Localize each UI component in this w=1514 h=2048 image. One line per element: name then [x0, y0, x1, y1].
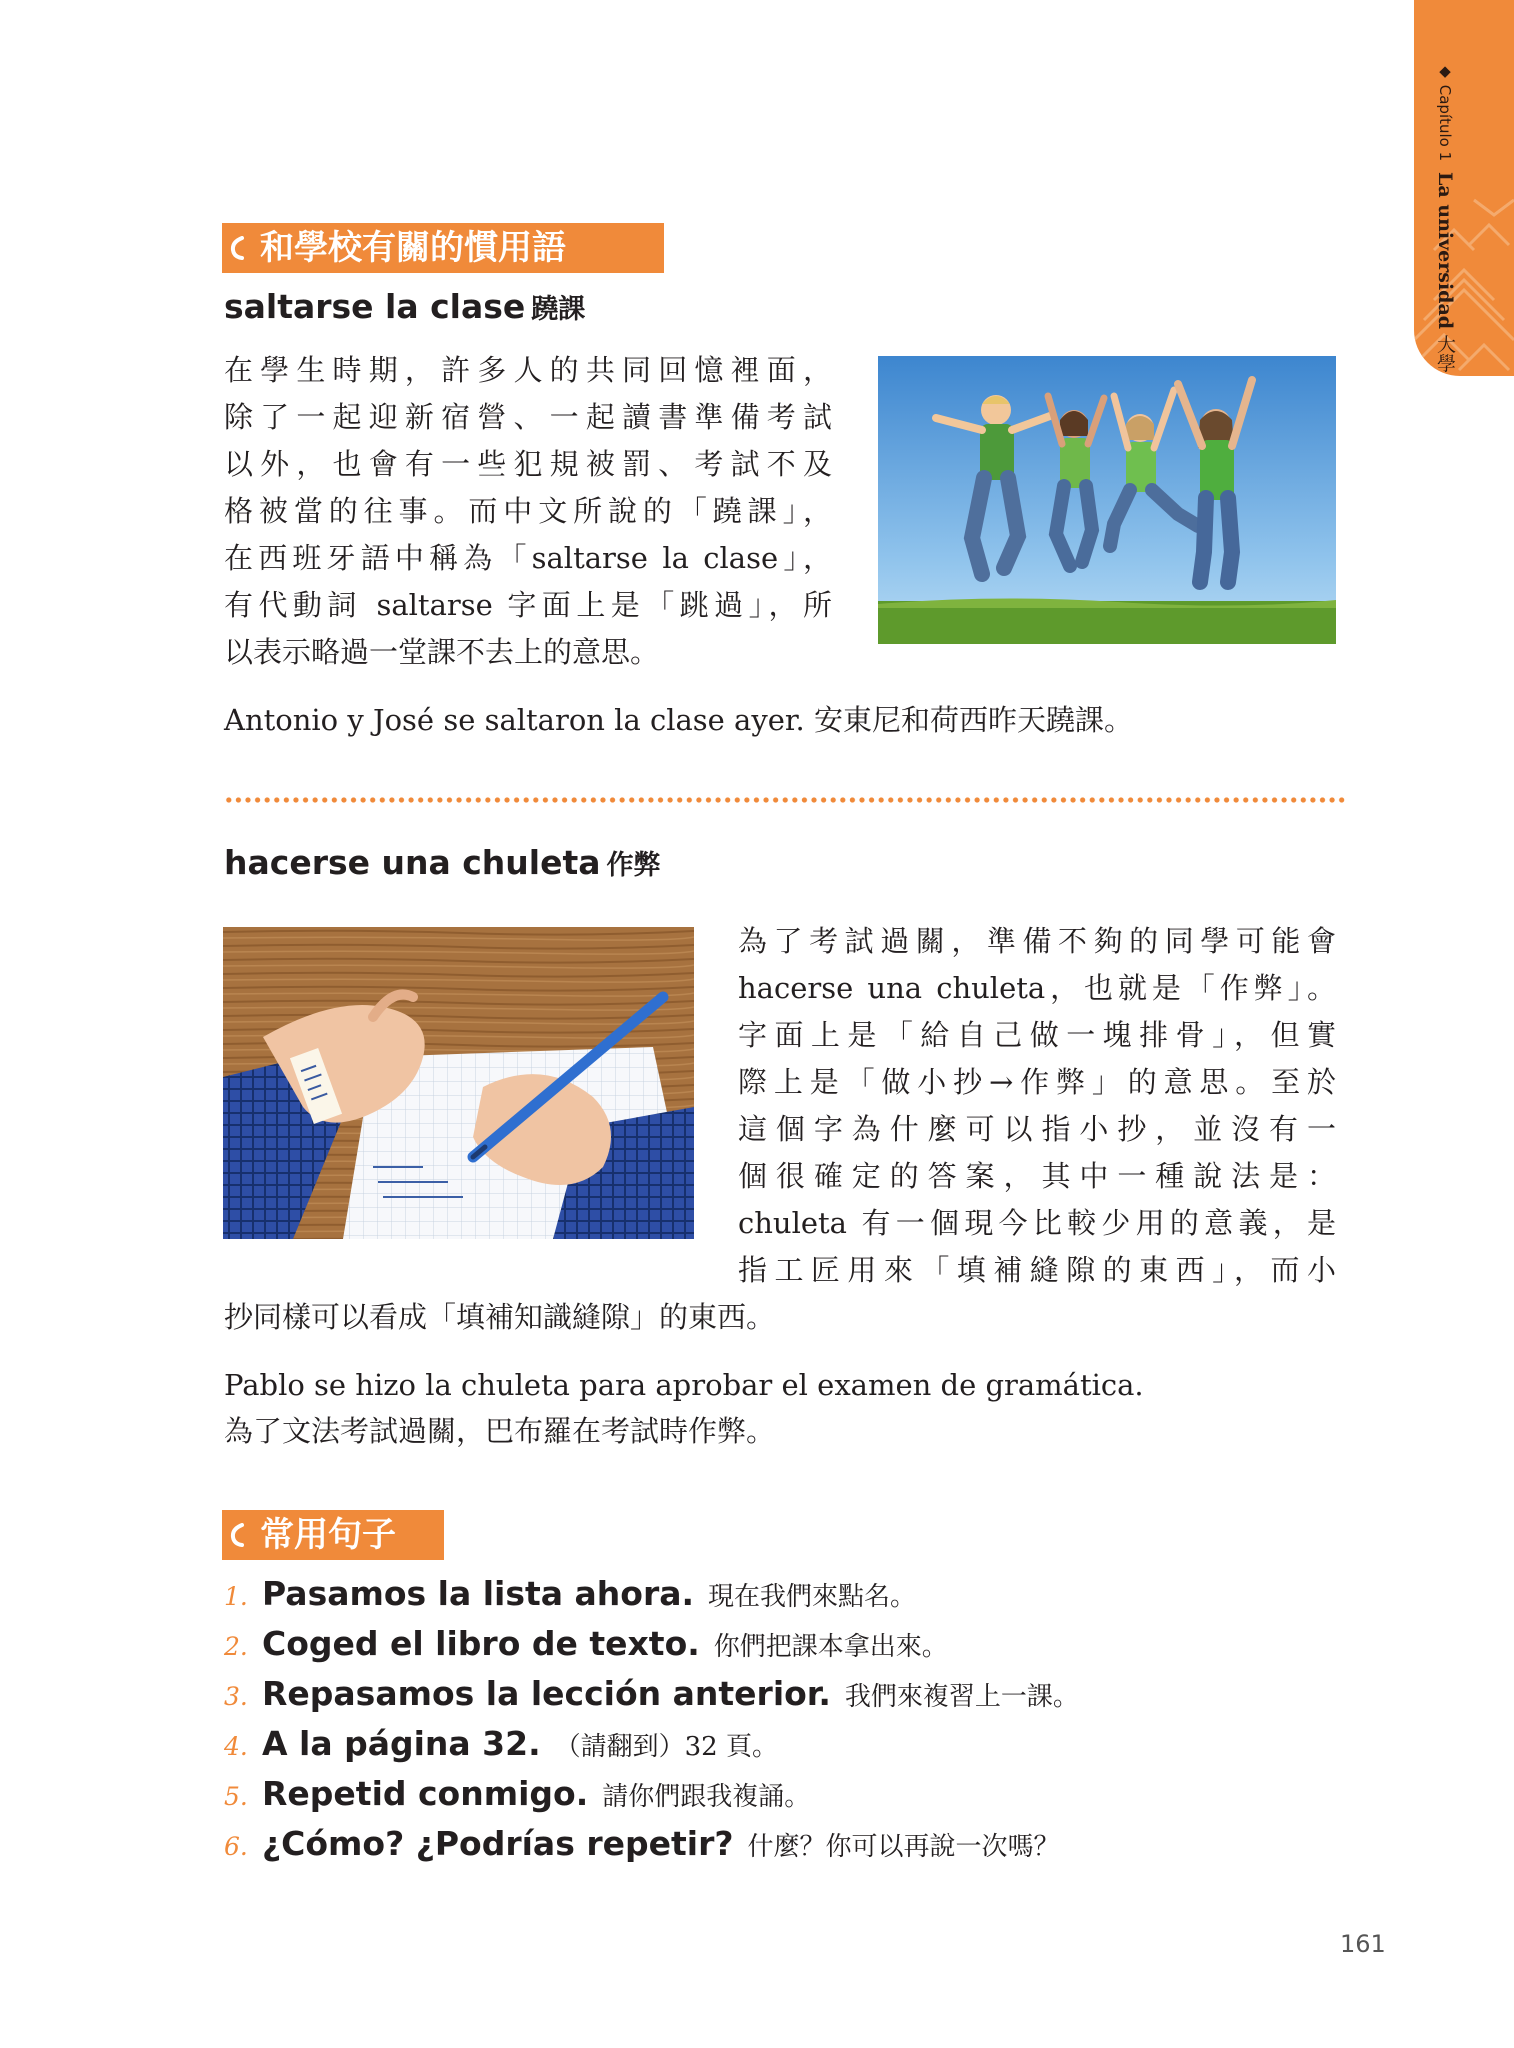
idiom-term-cn: 作弊 [606, 850, 661, 881]
paragraph-line: chuleta 有一個現今比較少用的意義，是 [738, 1206, 1336, 1240]
idiom-2-example-es: Pablo se hizo la chuleta para aprobar el examen de gramática. [224, 1368, 1144, 1402]
paragraph-line: 這個字為什麼可以指小抄，並沒有一 [738, 1112, 1336, 1146]
paragraph-line: 為了考試過關，準備不夠的同學可能會 [738, 924, 1336, 958]
idiom-term-cn: 蹺課 [531, 294, 586, 325]
chapter-title-cn: 大學 [1434, 334, 1456, 373]
phrase-es: Coged el libro de texto. [262, 1624, 700, 1663]
phrase-cn: 我們來複習上一課。 [844, 1682, 1079, 1712]
phrase-item [224, 1824, 1060, 1874]
phrase-number: 5. [224, 1782, 248, 1811]
phrase-es: Repasamos la lección anterior. [262, 1674, 831, 1713]
page-number: 161 [1340, 1930, 1386, 1958]
phrase-item [224, 1574, 916, 1624]
section-header-text: 和學校有關的慣用語 [260, 228, 566, 268]
chapter-label: ◆ Capítulo 1 [1436, 62, 1454, 162]
section-header-idioms [222, 223, 664, 273]
paragraph-line: 字面上是「給自己做一塊排骨」，但實 [738, 1018, 1336, 1052]
section-header-phrases [222, 1510, 444, 1560]
idiom-2-example-cn: 為了文法考試過關，巴布羅在考試時作弊。 [224, 1414, 776, 1448]
idiom-2-paragraph-last-line: 抄同樣可以看成「填補知識縫隙」的東西。 [224, 1300, 776, 1334]
phrase-number: 3. [224, 1682, 248, 1711]
phrase-item [224, 1724, 778, 1774]
chapter-vertical-label [1432, 62, 1459, 372]
header-bullet-icon [228, 236, 250, 260]
photo-cheat-sheet [223, 927, 694, 1239]
phrase-cn: 請你們跟我複誦。 [602, 1782, 811, 1812]
phrase-number: 6. [224, 1832, 248, 1861]
paragraph-line: 際上是「做小抄→作弊」的意思。至於 [738, 1065, 1336, 1099]
section-header-text: 常用句子 [260, 1515, 396, 1555]
phrase-item [224, 1674, 1079, 1724]
idiom-term-es: saltarse la clase [224, 287, 526, 326]
paragraph-line: 以表示略過一堂課不去上的意思。 [224, 635, 660, 669]
chapter-title-es: La universidad [1434, 172, 1456, 330]
phrase-cn: 什麼？你可以再說一次嗎？ [747, 1832, 1060, 1862]
phrase-item [224, 1774, 810, 1824]
phrase-es: A la página 32. [262, 1724, 541, 1763]
idiom-term-es: hacerse una chuleta [224, 843, 601, 882]
photo-kids-jumping [878, 356, 1336, 644]
header-bullet-icon [228, 1523, 250, 1547]
idiom-term-2 [224, 843, 661, 882]
paragraph-line: 指工匠用來「填補縫隙的東西」，而小 [738, 1253, 1336, 1287]
paragraph-line: 在西班牙語中稱為「saltarse la clase」， [224, 541, 832, 575]
paragraph-line: 在學生時期，許多人的共同回憶裡面， [224, 353, 832, 387]
phrase-es: Pasamos la lista ahora. [262, 1574, 695, 1613]
paragraph-line: hacerse una chuleta，也就是「作弊」。 [738, 971, 1336, 1005]
phrase-cn: （請翻到）32 頁。 [554, 1732, 778, 1762]
dotted-divider [224, 796, 1346, 804]
phrase-item [224, 1624, 948, 1674]
phrase-es: ¿Cómo? ¿Podrías repetir? [262, 1824, 734, 1863]
paragraph-line: 格被當的往事。而中文所說的「蹺課」， [224, 494, 832, 528]
paragraph-line: 除了一起迎新宿營、一起讀書準備考試 [224, 400, 832, 434]
idiom-1-paragraph [224, 347, 832, 676]
paragraph-line: 有代動詞 saltarse 字面上是「跳過」，所 [224, 588, 832, 622]
idiom-1-example: Antonio y José se saltaron la clase ayer. 安東尼和荷西昨天蹺課。 [224, 703, 1133, 737]
phrase-number: 1. [224, 1582, 248, 1611]
tab-pattern-decoration [1414, 0, 1514, 376]
idiom-term-1 [224, 287, 585, 326]
phrase-cn: 現在我們來點名。 [708, 1582, 917, 1612]
idiom-2-paragraph [738, 918, 1336, 1294]
phrase-cn: 你們把課本拿出來。 [713, 1632, 948, 1662]
chapter-side-tab [1414, 0, 1514, 376]
phrase-number: 2. [224, 1632, 248, 1661]
paragraph-line: 以外，也會有一些犯規被罰、考試不及 [224, 447, 832, 481]
phrase-number: 4. [224, 1732, 248, 1761]
phrase-es: Repetid conmigo. [262, 1774, 589, 1813]
paragraph-line: 個很確定的答案，其中一種說法是： [738, 1159, 1336, 1193]
